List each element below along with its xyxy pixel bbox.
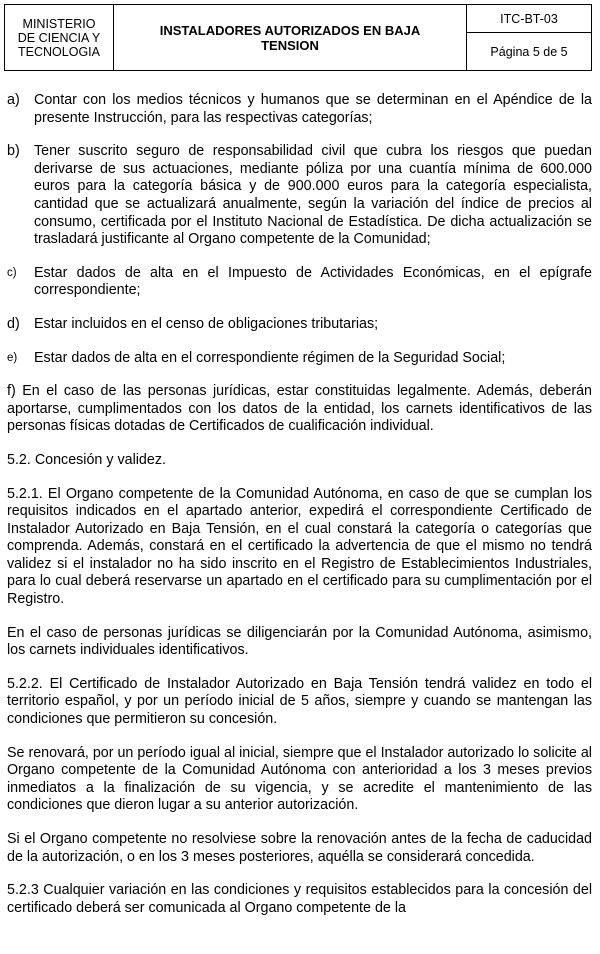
page-number: Página 5 de 5 (490, 44, 568, 59)
document-body (7, 92, 592, 933)
paragraph: 5.2.2. El Certificado de Instalador Autorizado en Baja Tensión tendrá validez en todo el territorio español, y por un período inicial de 5 años, siempre y cuando se mantengan las condiciones que permitieron su concesión. (7, 675, 592, 728)
paragraph: En el caso de personas jurídicas se diligenciarán por la Comunidad Autónoma, asimismo, los carnets individuales identificativos. (7, 624, 592, 659)
title-cell (114, 5, 467, 70)
list-item (7, 265, 592, 300)
reference-cell (467, 5, 591, 70)
list-item-label: b) (7, 143, 20, 160)
list-item-text: Tener suscrito seguro de responsabilidad civil que cubra los riesgos que puedan derivarse de sus actuaciones, mediante póliza por una cuantía mínima de 600.000 euros para la categoría básica y de 900.000 euros para la categoría especialista, cantidad que se actualizará anualmente, según la variación del índice de precios al consumo, certificada por el Instituto Nacional de Estadística. De dicha actualización se trasladará justificante al Organo competente de la Comunidad; (34, 143, 592, 248)
document-header (4, 4, 592, 71)
list-item-text: Estar dados de alta en el correspondiente régimen de la Seguridad Social; (34, 349, 506, 366)
list-item (7, 316, 592, 334)
paragraph: Si el Organo competente no resolviese sobre la renovación antes de la fecha de caducidad de la autorización, o en los 3 meses posteriores, aquélla se considerará concedida. (7, 831, 592, 865)
document-code: ITC-BT-03 (467, 5, 591, 33)
document-title-line: INSTALADORES AUTORIZADOS EN BAJA (159, 22, 421, 38)
list-item-label: e) (7, 351, 18, 364)
list-item (7, 143, 592, 249)
ministry-line: MINISTERIO (22, 16, 96, 31)
section-heading: 5.2. Concesión y validez. (7, 451, 166, 468)
list-item (7, 350, 592, 368)
ministry-line: TECNOLOGIA (18, 44, 100, 59)
list-item-label: a) (7, 92, 20, 108)
list-item-label: d) (7, 315, 20, 332)
document-title-line: TENSION (261, 37, 319, 53)
ministry-line: DE CIENCIA Y (17, 30, 101, 45)
list-item-text: Estar dados de alta en el Impuesto de Actividades Económicas, en el epígrafe correspondiente; (34, 264, 592, 299)
paragraph: 5.2.1. El Organo competente de la Comunidad Autónoma, en caso de que se cumplan los requisitos indicados en el apartado anterior, expedirá el correspondiente Certificado de Instalador Autorizado en Baja Tensión, en el cual constará la categoría o categorías que comprenda. Además, constará en el certificado la advertencia de que el mismo no tendrá validez si el instalador no ha sido inscrito en el Registro de Establecimientos Industriales, para lo cual deberá reservarse un apartado en el certificado para su cumplimentación por el Registro. (7, 485, 592, 608)
list-item-label: c) (7, 266, 17, 279)
list-item-text: Estar incluidos en el censo de obligaciones tributarias; (34, 315, 379, 332)
list-item-text: Contar con los medios técnicos y humanos que se determinan en el Apéndice de la presente Instrucción, para las respectivas categorías; (34, 92, 592, 126)
list-item (7, 92, 592, 127)
paragraph: 5.2.3 Cualquier variación en las condiciones y requisitos establecidos para la concesión del certificado deberá ser comunicada al Organo competente de la (7, 882, 592, 916)
paragraph: Se renovará, por un período igual al inicial, siempre que el Instalador autorizado lo solicite al Organo competente de la Comunidad Autónoma con anterioridad a los 3 meses previos inmediatos a la finalización de su vigencia, y se acredite el mantenimiento de las condiciones que dieron lugar a su anterior autorización. (7, 744, 592, 814)
ministry-cell (5, 5, 114, 70)
paragraph: f) En el caso de las personas jurídicas, estar constituidas legalmente. Además, deberán aportarse, cumplimentados con los datos de la entidad, los carnets identificativos de las personas físicas dotadas de Certificados de cualificación individual. (7, 383, 592, 435)
